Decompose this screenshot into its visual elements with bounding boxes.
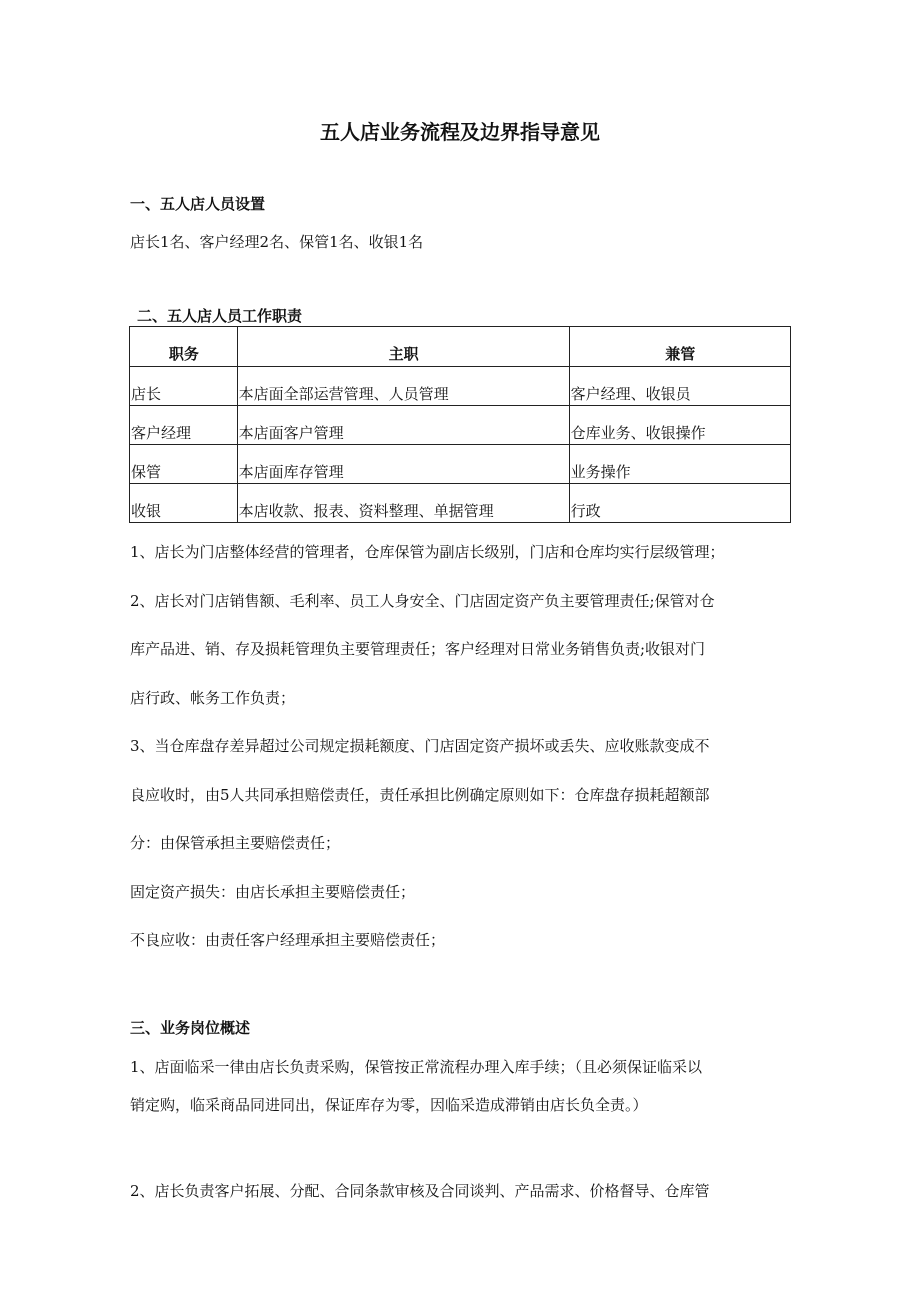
table-row bbox=[130, 406, 791, 445]
table-cell: 店长 bbox=[130, 367, 238, 406]
table-cell: 保管 bbox=[130, 445, 238, 484]
paragraph-line: 销定购，临采商品同进同出，保证库存为零，因临采造成滞销由店长负全责。） bbox=[130, 1096, 648, 1114]
table-row bbox=[130, 484, 791, 523]
paragraph-line: 固定资产损失：由店长承担主要赔偿责任； bbox=[130, 883, 416, 901]
paragraph-line: 良应收时，由5人共同承担赔偿责任，责任承担比例确定原则如下：仓库盘存损耗超额部 bbox=[130, 786, 710, 804]
table-header-row bbox=[130, 327, 791, 367]
paragraph-line: 库产品进、销、存及损耗管理负主要管理责任；客户经理对日常业务销售负责;收银对门 bbox=[130, 640, 706, 658]
table-row bbox=[130, 367, 791, 406]
table-row bbox=[130, 445, 791, 484]
table-cell: 本店收款、报表、资料整理、单据管理 bbox=[237, 484, 569, 523]
table-cell: 客户经理 bbox=[130, 406, 238, 445]
paragraph-line: 1、店面临采一律由店长负责采购，保管按正常流程办理入库手续；（且必须保证临采以 bbox=[130, 1058, 703, 1076]
table-cell: 行政 bbox=[569, 484, 790, 523]
paragraph-line: 2、店长对门店销售额、毛利率、员工人身安全、门店固定资产负主要管理责任;保管对仓 bbox=[130, 592, 715, 610]
section1-heading: 一、五人店人员设置 bbox=[130, 195, 266, 213]
paragraph-line: 店行政、帐务工作负责； bbox=[130, 689, 296, 707]
paragraph-line: 3、当仓库盘存差异超过公司规定损耗额度、门店固定资产损坏或丢失、应收账款变成不 bbox=[130, 737, 710, 755]
table-header: 主职 bbox=[237, 327, 569, 367]
paragraph-line: 不良应收：由责任客户经理承担主要赔偿责任； bbox=[130, 931, 446, 949]
paragraph-line: 2、店长负责客户拓展、分配、合同条款审核及合同谈判、产品需求、价格督导、仓库管 bbox=[130, 1182, 710, 1200]
table-header: 兼管 bbox=[569, 327, 790, 367]
section1-text: 店长1名、客户经理2名、保管1名、收银1名 bbox=[130, 233, 424, 251]
duty-table bbox=[129, 326, 791, 523]
section3-heading: 三、业务岗位概述 bbox=[130, 1019, 251, 1037]
table-cell: 本店面库存管理 bbox=[237, 445, 569, 484]
section2-heading: 二、五人店人员工作职责 bbox=[137, 307, 303, 325]
table-header: 职务 bbox=[130, 327, 238, 367]
table-cell: 仓库业务、收银操作 bbox=[569, 406, 790, 445]
table-cell: 客户经理、收银员 bbox=[569, 367, 790, 406]
table-cell: 本店面客户管理 bbox=[237, 406, 569, 445]
table-cell: 收银 bbox=[130, 484, 238, 523]
table-cell: 业务操作 bbox=[569, 445, 790, 484]
paragraph-line: 1、店长为门店整体经营的管理者，仓库保管为副店长级别，门店和仓库均实行层级管理； bbox=[130, 543, 725, 561]
table-cell: 本店面全部运营管理、人员管理 bbox=[237, 367, 569, 406]
paragraph-line: 分：由保管承担主要赔偿责任； bbox=[130, 834, 341, 852]
document-title: 五人店业务流程及边界指导意见 bbox=[320, 120, 600, 144]
